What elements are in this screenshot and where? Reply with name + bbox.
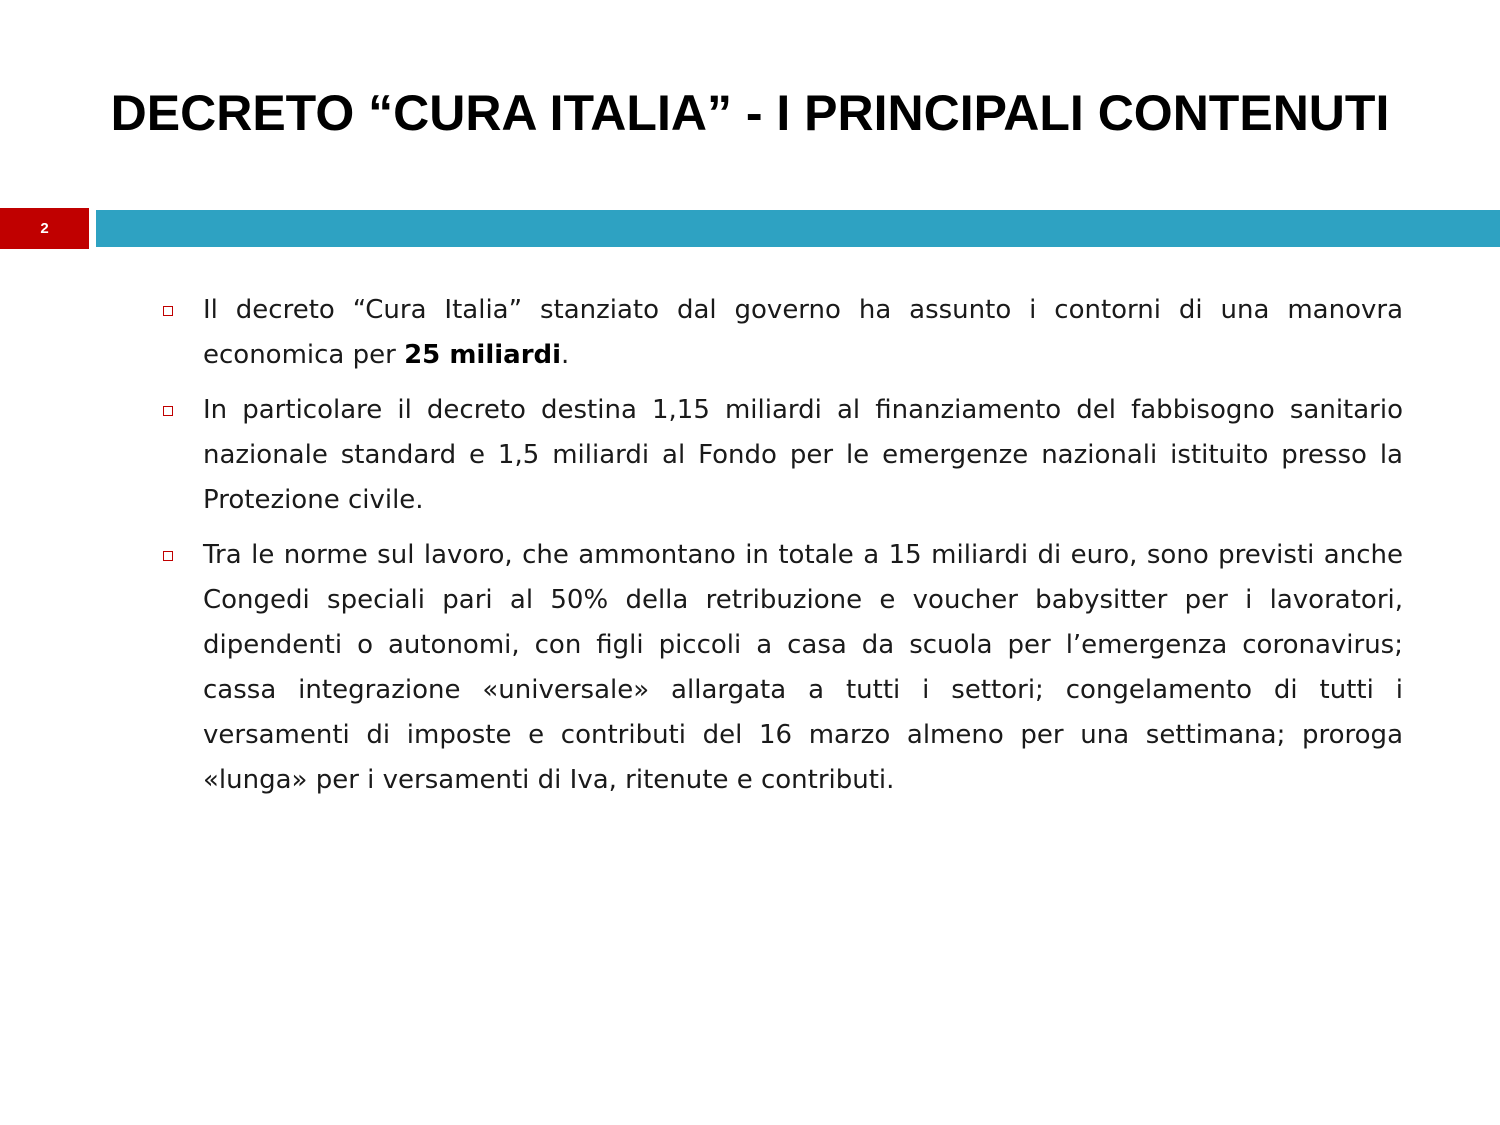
bullet-text-1-bold: 25 miliardi — [404, 340, 562, 370]
page-number-badge — [0, 208, 89, 249]
accent-bar — [96, 210, 1500, 247]
bullet-text-1b: . — [561, 340, 570, 370]
bullet-text-1a: Il decreto “Cura Italia” stanziato dal governo ha assunto i contorni di una manovra economica per — [203, 295, 1403, 370]
slide-title: DECRETO “CURA ITALIA” - I PRINCIPALI CONTENUTI — [110, 85, 1390, 141]
square-bullet-icon — [163, 551, 173, 561]
bullet-text-3: Tra le norme sul lavoro, che ammontano in totale a 15 miliardi di euro, sono previsti anche Congedi speciali pari al 50% della retribuzione e voucher babysitter per i lavoratori, dipendenti o autonomi, con figli piccoli a casa da scuola per l’emergenza coronavirus; cassa integrazione «universale» allargata a tutti i settori; congelamento di tutti i versamenti di imposte e contributi del 16 marzo almeno per una settimana; proroga «lunga» per i versamenti di Iva, ritenute e contributi. — [203, 540, 1403, 795]
bullet-item-2 — [160, 388, 1403, 523]
page-number: 2 — [40, 220, 49, 237]
bullet-list — [160, 288, 1403, 813]
square-bullet-icon — [163, 406, 173, 416]
bullet-item-1 — [160, 288, 1403, 378]
bullet-item-3 — [160, 533, 1403, 803]
square-bullet-icon — [163, 306, 173, 316]
bullet-text-2: In particolare il decreto destina 1,15 miliardi al finanziamento del fabbisogno sanitario nazionale standard e 1,5 miliardi al Fondo per le emergenze nazionali istituito presso la Protezione civile. — [203, 395, 1403, 515]
